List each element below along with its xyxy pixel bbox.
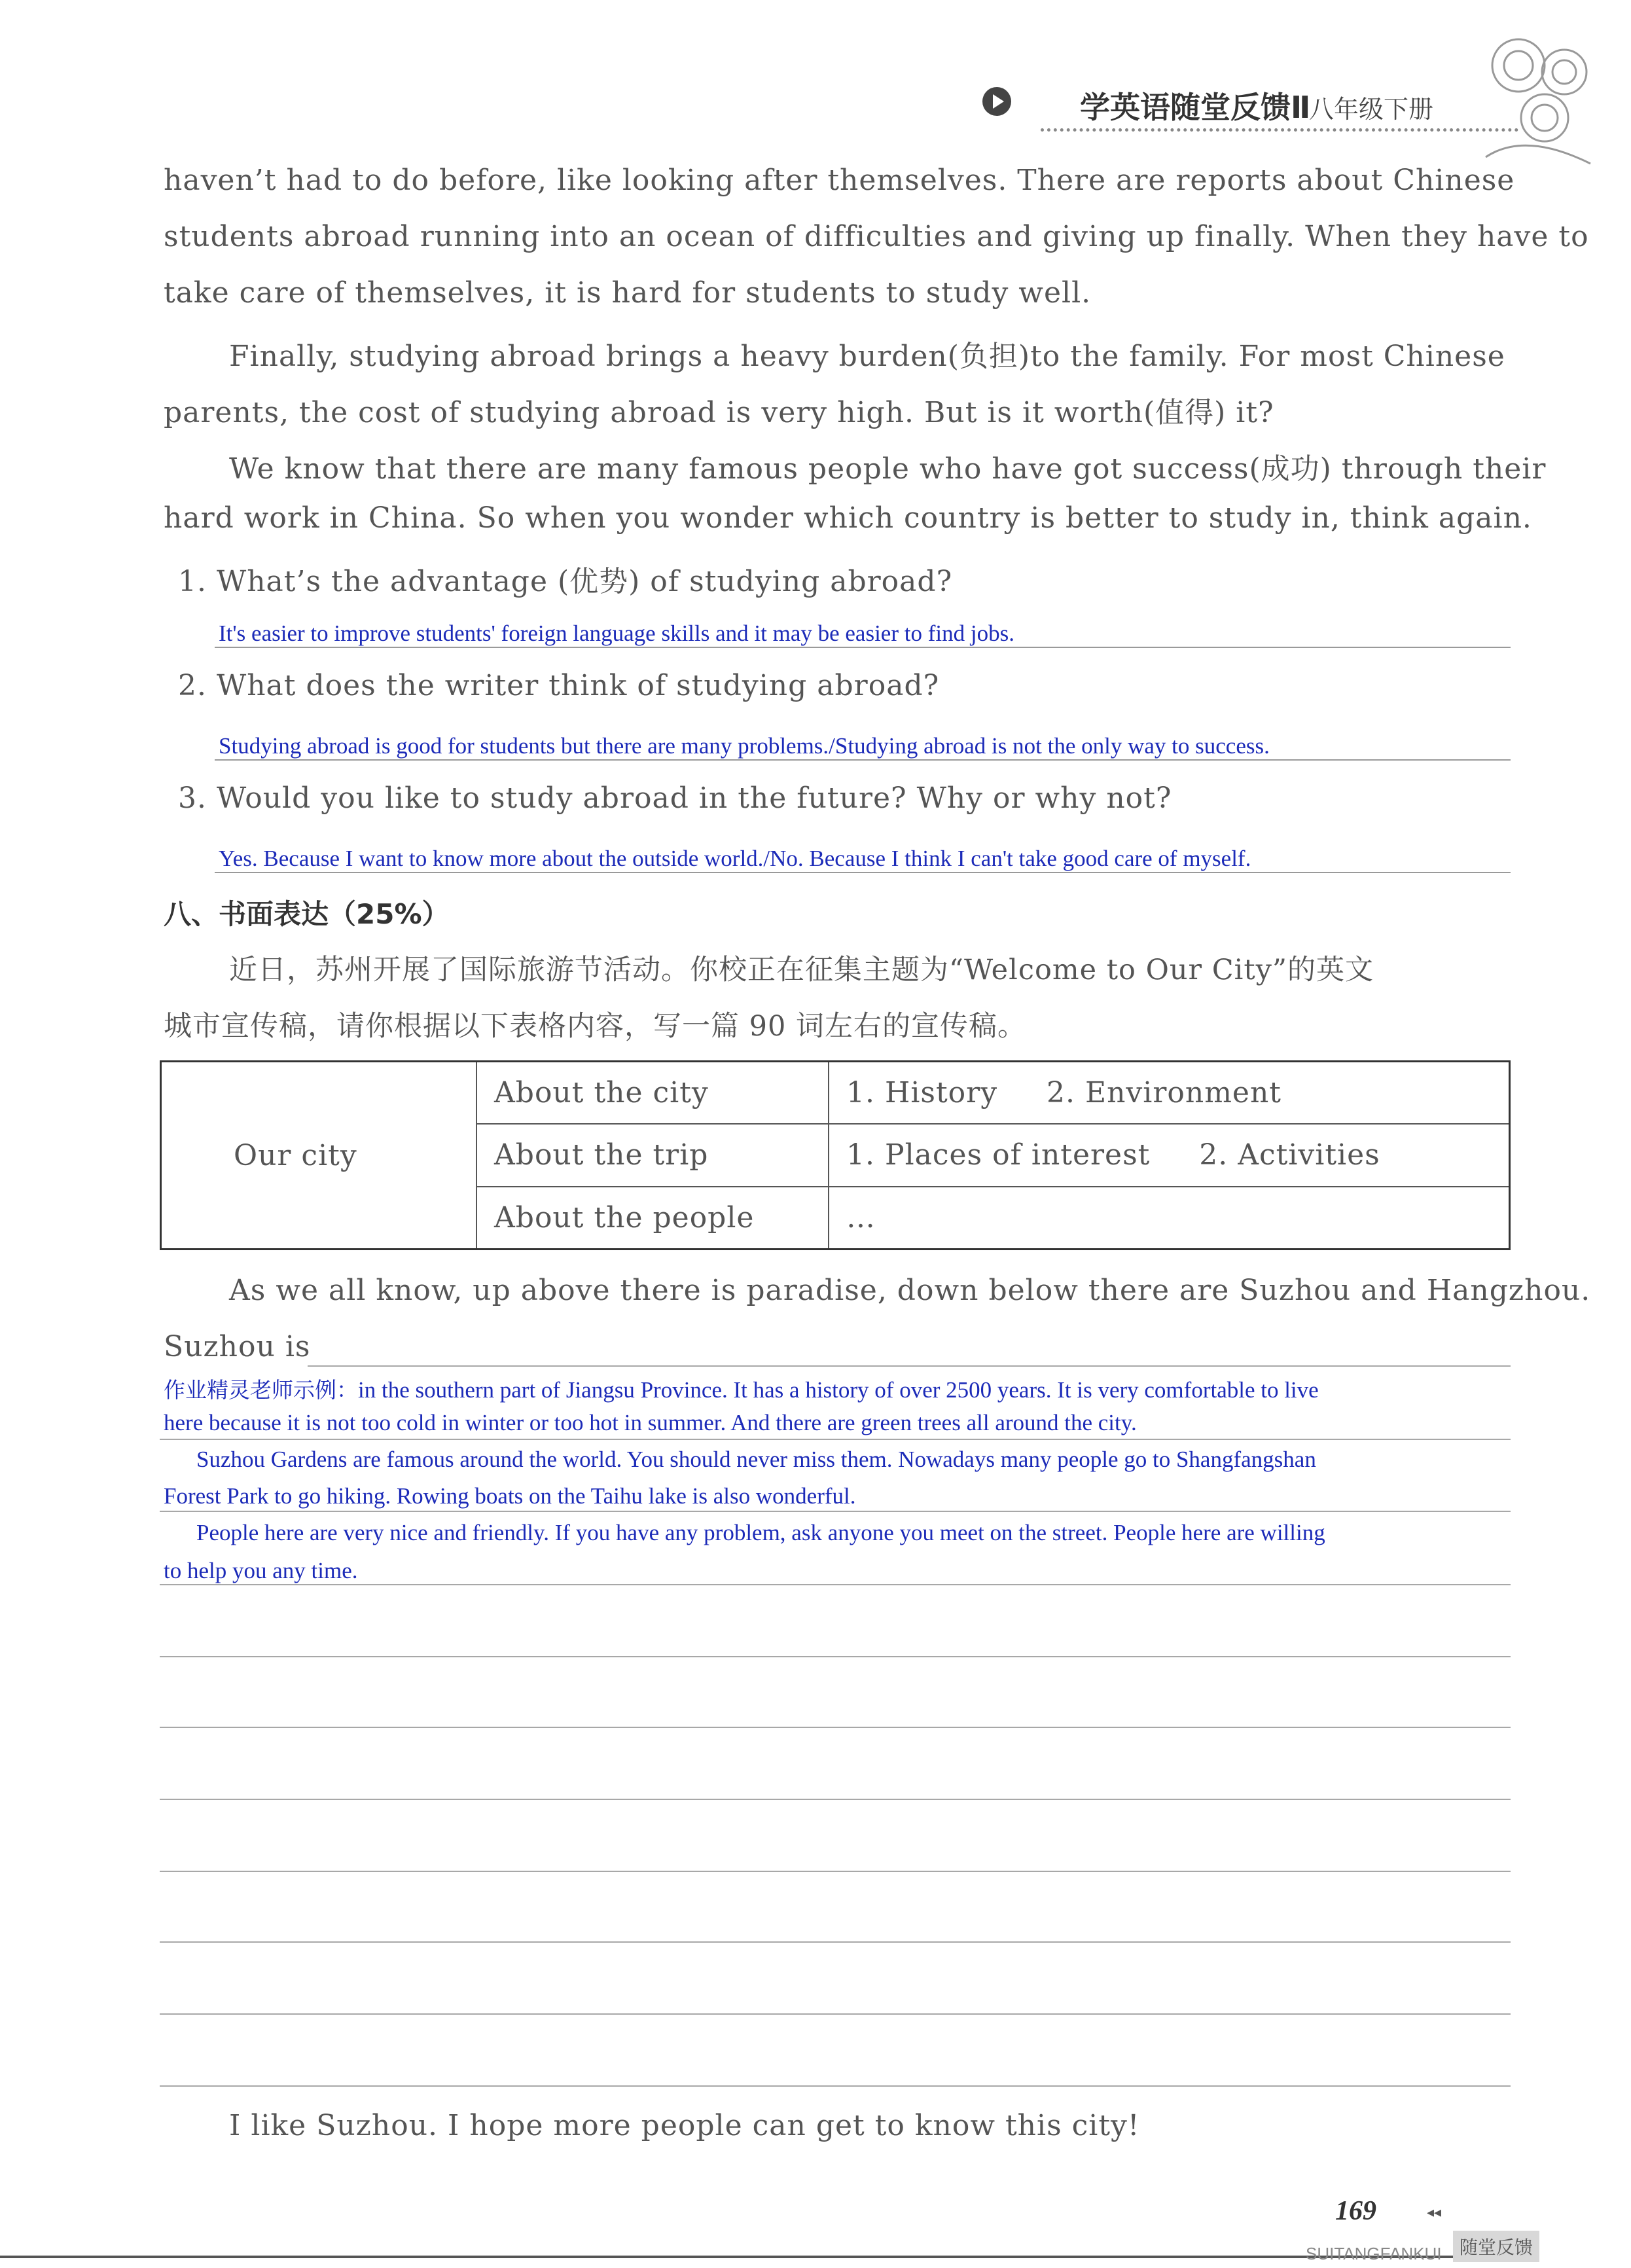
passage-line-5: parents, the cost of studying abroad is very high. But is it worth(值得) it? bbox=[164, 396, 1274, 429]
essay-start: Suzhou is bbox=[164, 1330, 311, 1363]
writing-line bbox=[160, 1799, 1511, 1800]
sample-label: 作业精灵老师示例： bbox=[164, 1377, 358, 1403]
answer-line-2 bbox=[215, 759, 1511, 761]
question-text: What’s the advantage (优势) of studying abroad? bbox=[216, 565, 953, 598]
writing-line bbox=[308, 1365, 1511, 1367]
passage-line-1: haven’t had to do before, like looking after themselves. There are reports about Chinese bbox=[164, 164, 1515, 197]
header-divider bbox=[1041, 128, 1518, 132]
sample-line-6: to help you any time. bbox=[164, 1558, 358, 1583]
question-text: Would you like to study abroad in the future? Why or why not? bbox=[216, 782, 1172, 815]
essay-closing: I like Suzhou. I hope more people can get to know this city! bbox=[229, 2109, 1140, 2142]
question-number: 1. bbox=[178, 565, 207, 598]
footer-brand-pinyin: SUITANGFANKUI bbox=[1306, 2244, 1442, 2263]
passage-line-7: hard work in China. So when you wonder which country is better to study in, think again. bbox=[164, 501, 1532, 535]
double-arrow-icon: ◂◂ bbox=[1427, 2205, 1442, 2221]
answer-1: It's easier to improve students' foreign language skills and it may be easier to find jobs. bbox=[219, 621, 1014, 646]
question-3 bbox=[178, 782, 1172, 815]
outline-table bbox=[160, 1060, 1511, 1250]
flower-decoration-icon bbox=[1473, 26, 1604, 183]
table-points: 1. Places of interest 2. Activities bbox=[829, 1124, 1510, 1186]
instruction-line-2: 城市宣传稿，请你根据以下表格内容，写一篇 90 词左右的宣传稿。 bbox=[164, 1010, 1027, 1043]
answer-line-1 bbox=[215, 647, 1511, 648]
writing-line bbox=[160, 1584, 1511, 1585]
writing-line bbox=[160, 1439, 1511, 1440]
passage-line-4: Finally, studying abroad brings a heavy burden(负担)to the family. For most Chinese bbox=[229, 340, 1505, 373]
instruction-line-1: 近日，苏州开展了国际旅游节活动。你校正在征集主题为“Welcome to Our City”的英文 bbox=[229, 954, 1374, 986]
table-aspect: About the city bbox=[476, 1062, 829, 1125]
page-number: 169 bbox=[1335, 2196, 1376, 2226]
bottom-rule bbox=[0, 2256, 1473, 2258]
table-aspect: About the trip bbox=[476, 1124, 829, 1186]
writing-line bbox=[160, 1656, 1511, 1657]
table-points: … bbox=[829, 1187, 1510, 1250]
question-2 bbox=[178, 669, 939, 702]
writing-line bbox=[160, 1871, 1511, 1872]
play-icon bbox=[982, 86, 1012, 117]
question-text: What does the writer think of studying abroad? bbox=[216, 669, 940, 702]
essay-opening: As we all know, up above there is paradise, down below there are Suzhou and Hangzhou. bbox=[229, 1274, 1591, 1307]
writing-line bbox=[160, 2085, 1511, 2087]
answer-2: Studying abroad is good for students but there are many problems./Studying abroad is not the only way to success. bbox=[219, 733, 1270, 759]
answer-line-3 bbox=[215, 872, 1511, 873]
table-points: 1. History 2. Environment bbox=[829, 1062, 1510, 1125]
sample-text: in the southern part of Jiangsu Province. It has a history of over 2500 years. It is very comfortable to live bbox=[358, 1377, 1319, 1403]
footer-brand: 随堂反馈 bbox=[1453, 2231, 1539, 2262]
question-1 bbox=[178, 558, 952, 600]
passage-line-2: students abroad running into an ocean of difficulties and giving up finally. When they have to bbox=[164, 220, 1589, 253]
sample-line-4: Forest Park to go hiking. Rowing boats on the Taihu lake is also wonderful. bbox=[164, 1483, 856, 1509]
passage-line-3: take care of themselves, it is hard for students to study well. bbox=[164, 276, 1092, 310]
sample-line-2: here because it is not too cold in winter or too hot in summer. And there are green trees all around the city. bbox=[164, 1410, 1137, 1435]
header-title: 学英语随堂反馈Ⅱ bbox=[1080, 90, 1311, 125]
writing-line bbox=[160, 1727, 1511, 1728]
section-title: 八、书面表达（25%） bbox=[164, 898, 450, 930]
table-topic: Our city bbox=[161, 1062, 477, 1250]
answer-3: Yes. Because I want to know more about the outside world./No. Because I think I can't take good care of myself. bbox=[219, 846, 1251, 871]
table-aspect: About the people bbox=[476, 1187, 829, 1250]
passage-line-6: We know that there are many famous people who have got success(成功) through their bbox=[229, 452, 1547, 486]
writing-line bbox=[160, 1941, 1511, 1943]
sample-line-1 bbox=[164, 1373, 1319, 1404]
header-subtitle: 八年级下册 bbox=[1309, 95, 1434, 124]
question-number: 2. bbox=[178, 669, 207, 702]
sample-line-5: People here are very nice and friendly. If you have any problem, ask anyone you meet on the street. People here are willing bbox=[196, 1520, 1325, 1545]
sample-line-3: Suzhou Gardens are famous around the world. You should never miss them. Nowadays many people go to Shangfangshan bbox=[196, 1447, 1316, 1472]
writing-line bbox=[160, 1511, 1511, 1512]
question-number: 3. bbox=[178, 782, 207, 815]
writing-line bbox=[160, 2013, 1511, 2015]
